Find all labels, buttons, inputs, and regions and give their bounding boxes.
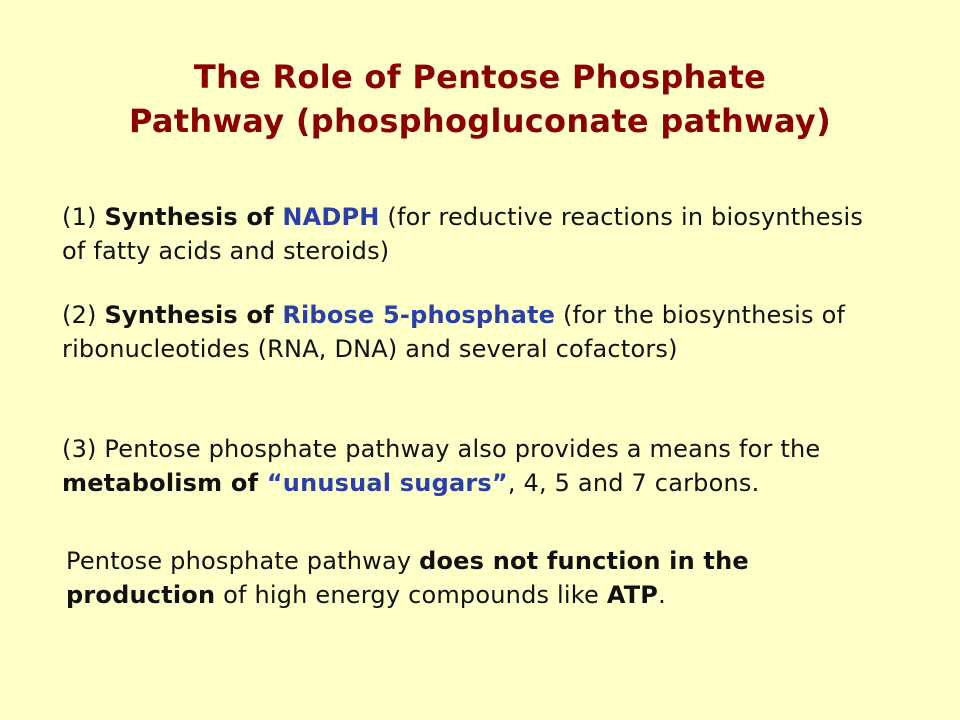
point-1-number: (1) — [62, 203, 105, 231]
point-1-bold: Synthesis of — [104, 203, 283, 231]
point-2-highlight: Ribose 5-phosphate — [282, 301, 556, 329]
point-3-highlight: “unusual sugars” — [266, 469, 508, 497]
note-text-pre: Pentose phosphate pathway — [66, 547, 420, 575]
note-text-end: . — [658, 581, 666, 609]
point-3-text-pre: (3) Pentose phosphate pathway also provides a means for the — [62, 435, 821, 463]
note-text-mid: of high energy compounds like — [215, 581, 607, 609]
point-3-bold: metabolism of — [62, 469, 267, 497]
point-3-text: , 4, 5 and 7 carbons. — [507, 469, 760, 497]
title-line-1: The Role of Pentose Phosphate — [193, 58, 767, 96]
note-bold-2: ATP — [606, 581, 659, 609]
point-2 — [62, 298, 912, 366]
title-line-2: Pathway (phosphogluconate pathway) — [128, 102, 831, 140]
point-1-text: (for reductive reactions in biosynthesis of fatty acids and steroids) — [62, 203, 864, 265]
slide-title — [40, 55, 920, 143]
point-3 — [62, 432, 932, 500]
note — [66, 544, 906, 612]
point-1 — [62, 200, 882, 268]
point-1-highlight: NADPH — [282, 203, 380, 231]
point-2-bold: Synthesis of — [104, 301, 283, 329]
note-bold-1: does not function in the production — [66, 547, 749, 609]
point-2-number: (2) — [62, 301, 105, 329]
point-2-text: (for the biosynthesis of ribonucleotides (RNA, DNA) and several cofactors) — [62, 301, 846, 363]
